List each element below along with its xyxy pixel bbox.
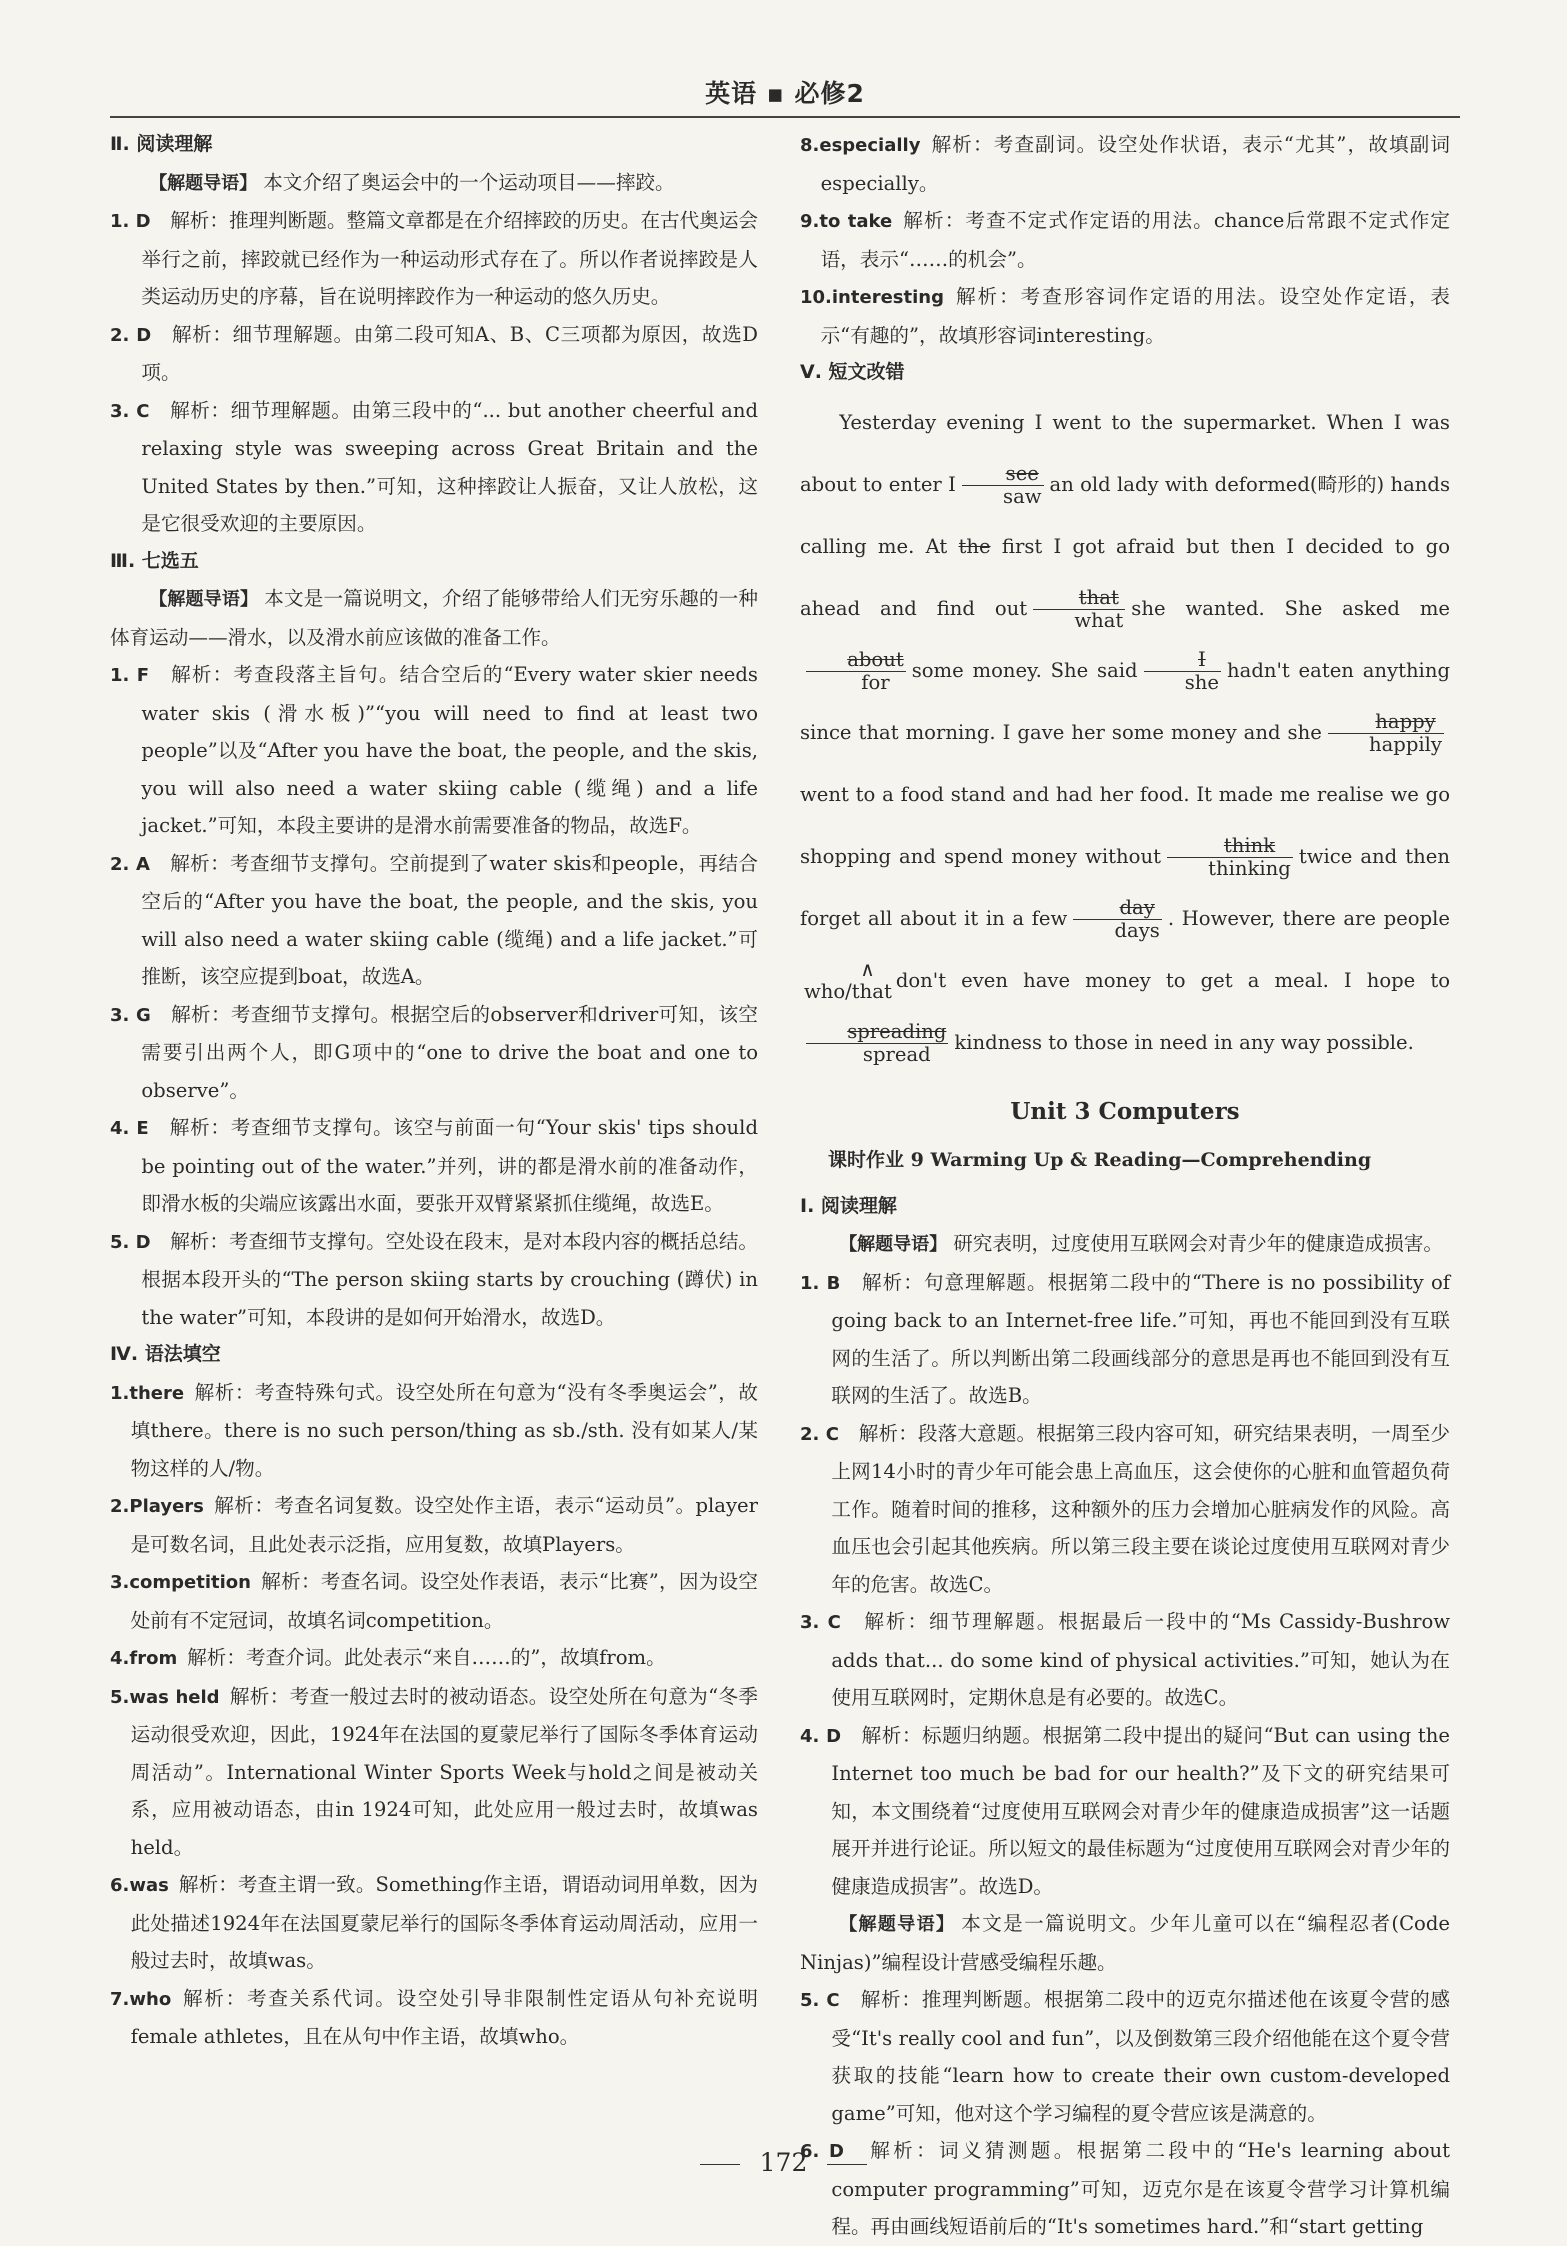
original-word: that bbox=[1033, 587, 1125, 610]
guide-text: 本文是一篇说明文。少年儿童可以在“编程忍者(Code Ninjas)”编程设计营感受编程乐趣。 bbox=[800, 1912, 1450, 1974]
passage-text: Yesterday evening I went to the supermarket. When I was about to enter I bbox=[800, 410, 1450, 496]
answer-item bbox=[110, 1639, 758, 1678]
answer-number: 9. bbox=[800, 211, 820, 232]
answer-number: 3. bbox=[110, 1572, 130, 1593]
insertion-mark bbox=[804, 959, 892, 1003]
answer-explanation: 解析：考查细节支撑句。空处设在段末，是对本段内容的概括总结。根据本段开头的“The person skiing starts by crouching (蹲伏) in the water”可知，本段讲的是如何开始滑水，故选D。 bbox=[141, 1229, 759, 1329]
answer-keyword: who bbox=[129, 1988, 172, 2010]
original-word: think bbox=[1167, 835, 1293, 858]
answer-number: 7. bbox=[110, 1988, 130, 2010]
answer-item bbox=[110, 1866, 758, 1980]
error-correction-passage bbox=[800, 392, 1450, 1074]
section-reading-title-2: Ⅰ. 阅读理解 bbox=[800, 1194, 897, 1217]
answer-number: 4. D bbox=[800, 1725, 842, 1747]
corrected-word: happily bbox=[1369, 732, 1442, 756]
answer-item bbox=[110, 656, 758, 845]
page-header bbox=[110, 74, 1460, 122]
guide-text: 本文介绍了奥运会中的一个运动项目——摔跤。 bbox=[263, 170, 675, 194]
answer-number: 5. bbox=[110, 1686, 130, 1708]
correction-mark bbox=[1073, 897, 1162, 942]
answer-item bbox=[110, 392, 758, 543]
corrected-word: thinking bbox=[1208, 856, 1291, 880]
answer-keyword: was held bbox=[129, 1686, 220, 1708]
guide-paragraph bbox=[800, 1225, 1450, 1264]
answer-item bbox=[800, 1603, 1450, 1717]
guide-paragraph bbox=[110, 580, 758, 656]
answer-item bbox=[110, 845, 758, 996]
section-seven-choose-five-title: Ⅲ. 七选五 bbox=[110, 549, 199, 572]
answer-keyword: from bbox=[129, 1648, 178, 1669]
answer-number: 6. D bbox=[800, 2141, 844, 2162]
page-footer bbox=[0, 2148, 1567, 2177]
lesson-title: 课时作业 9 Warming Up & Reading—Comprehending bbox=[828, 1148, 1372, 1171]
footer-dash bbox=[700, 2164, 740, 2165]
answer-explanation: 解析：考查介词。此处表示“来自……的”，故填from。 bbox=[187, 1646, 666, 1669]
answer-number: 10. bbox=[800, 287, 832, 308]
passage-text: don't even have money to get a meal. I hope to bbox=[895, 968, 1450, 992]
answer-keyword: competition bbox=[129, 1572, 251, 1593]
passage-text: some money. She said bbox=[911, 658, 1138, 682]
answer-explanation: 解析：考查一般过去时的被动语态。设空处所在句意为“冬季运动很受欢迎，因此，1924年在法国的夏蒙尼举行了国际冬季体育运动周活动”。International Winter Sports Week与hold之间是被动关系，应用被动语态，由in 1924可知，此处应用一般过去时，故填was held。 bbox=[130, 1684, 758, 1859]
answer-explanation: 解析：考查细节支撑句。根据空后的observer和driver可知，该空需要引出两个人，即G项中的“one to drive the boat and one to observe”。 bbox=[141, 1002, 758, 1102]
unit-title: Unit 3 Computers bbox=[1010, 1097, 1240, 1125]
correction-mark bbox=[962, 463, 1044, 508]
header-title: 英语 ▪ 必修2 bbox=[705, 79, 865, 108]
guide-label: 【解题导语】 bbox=[149, 172, 258, 194]
answer-keyword: to take bbox=[819, 211, 893, 232]
answer-explanation: 解析：考查关系代词。设空处引导非限制性定语从句补充说明female athletes，且在从句中作主语，故填who。 bbox=[130, 1986, 758, 2048]
passage-text: went to a food stand and had her food. It made me realise we go shopping and spend money without bbox=[800, 782, 1450, 868]
answer-number: 1. B bbox=[800, 1272, 841, 1294]
correction-mark bbox=[806, 1021, 948, 1066]
guide-label: 【解题导语】 bbox=[839, 1914, 956, 1935]
original-word: about bbox=[806, 649, 906, 672]
passage-text: an old lady with deformed(畸形的) hands calling me. At bbox=[800, 472, 1450, 558]
answer-explanation: 解析：词义猜测题。根据第二段中的“He's learning about computer programming”可知，迈克尔是在该夏令营学习计算机编程。再由画线短语前后的“It's sometimes hard.”和“start getting bbox=[831, 2139, 1451, 2238]
answer-number: 1. F bbox=[110, 665, 150, 686]
answer-item bbox=[800, 1717, 1450, 1906]
answer-explanation: 解析：考查段落主旨句。结合空后的“Every water skier needs water skis (滑水板)”“you will need to find at least two people”以及“After you have the boat, the people, and the skis, you will also need a water skiing cable (缆绳) and a life jacket.”可知，本段主要讲的是滑水前需要准备的物品，故选F。 bbox=[141, 663, 758, 837]
answer-item bbox=[110, 1223, 758, 1337]
original-word: day bbox=[1073, 897, 1162, 920]
answer-item bbox=[110, 1374, 758, 1488]
guide-paragraph bbox=[110, 164, 758, 203]
answer-explanation: 解析：考查特殊句式。设空处所在句意为“没有冬季奥运会”，故填there。there is no such person/thing as sb./sth. 没有如某人/某物这样的人/物。 bbox=[130, 1380, 758, 1480]
section-grammar-fill-title: Ⅳ. 语法填空 bbox=[110, 1343, 221, 1365]
answer-item bbox=[800, 126, 1450, 202]
answer-item bbox=[110, 1109, 758, 1223]
correction-mark bbox=[1033, 587, 1125, 632]
answer-item bbox=[110, 1980, 758, 2056]
section-error-correction-title: Ⅴ. 短文改错 bbox=[800, 361, 905, 383]
caret-icon: ∧ bbox=[860, 958, 875, 981]
correction-mark bbox=[806, 649, 906, 694]
answer-keyword: especially bbox=[819, 135, 921, 156]
correction-mark bbox=[1328, 711, 1444, 756]
original-word: spreading bbox=[806, 1021, 948, 1044]
answer-explanation: 解析：考查主谓一致。Something作主语，谓语动词用单数，因为此处描述1924年在法国夏蒙尼举行的国际冬季体育运动周活动，应用一般过去时，故填was。 bbox=[130, 1873, 758, 1972]
corrected-word: days bbox=[1114, 918, 1160, 942]
answer-explanation: 解析：推理判断题。根据第二段中的迈克尔描述他在该夏令营的感受“It's really cool and fun”，以及倒数第三段介绍他能在这个夏令营获取的技能“learn how to create their own custom-developed game”可知，他对这个学习编程的夏令营应该是满意的。 bbox=[831, 1988, 1451, 2125]
corrected-word: for bbox=[861, 670, 890, 694]
answer-number: 2. C bbox=[800, 1423, 839, 1445]
section-reading-title: Ⅱ. 阅读理解 bbox=[110, 133, 213, 155]
answer-number: 3. C bbox=[800, 1612, 841, 1633]
answer-explanation: 解析：考查形容词作定语的用法。设空处作定语，表示“有趣的”，故填形容词interesting。 bbox=[820, 285, 1450, 347]
answer-explanation: 解析：考查名词复数。设空处作主语，表示“运动员”。player是可数名词，且此处表示泛指，应用复数，故填Players。 bbox=[130, 1494, 758, 1556]
answer-item bbox=[800, 202, 1450, 278]
passage-text: hadn't eaten anything since that morning. I gave her some money and she bbox=[800, 658, 1450, 744]
answer-item bbox=[110, 1563, 758, 1639]
answer-number: 4. E bbox=[110, 1118, 149, 1139]
answer-number: 2. D bbox=[110, 324, 152, 346]
answer-number: 1. bbox=[110, 1382, 130, 1404]
passage-text: first I got afraid but then I decided to go ahead and find out bbox=[800, 534, 1451, 620]
corrected-word: she bbox=[1184, 670, 1220, 694]
answer-number: 6. bbox=[110, 1875, 130, 1896]
answer-explanation: 解析：考查名词。设空处作表语，表示“比赛”，因为设空处前有不定冠词，故填名词competition。 bbox=[130, 1570, 758, 1632]
passage-text: twice and then forget all about it in a few bbox=[800, 844, 1450, 930]
answer-item bbox=[110, 202, 758, 316]
deleted-word: the bbox=[958, 534, 991, 558]
answer-item bbox=[800, 1264, 1450, 1415]
answer-explanation: 解析：段落大意题。根据第三段内容可知，研究结果表明，一周至少上网14小时的青少年可能会患上高血压，这会使你的心脏和血管超负荷工作。随着时间的推移，这种额外的压力会增加心脏病发作的风险。高血压也会引起其他疾病。所以第三段主要在谈论过度使用互联网对青少年的危害。故选C。 bbox=[831, 1421, 1451, 1596]
answer-keyword: there bbox=[129, 1382, 185, 1404]
answer-explanation: 解析：考查细节支撑句。该空与前面一句“Your skis' tips should be pointing out of the water.”并列，讲的都是滑水前的准备动作，即滑水板的尖端应该露出水面，要张开双臂紧紧抓住缆绳，故选E。 bbox=[141, 1116, 758, 1215]
header-rule bbox=[110, 116, 1460, 118]
correction-mark bbox=[1144, 649, 1221, 694]
corrected-word: spread bbox=[862, 1042, 931, 1066]
left-column bbox=[110, 126, 758, 2056]
answer-item bbox=[800, 1415, 1450, 1604]
answer-number: 5. D bbox=[110, 1231, 151, 1253]
answer-item bbox=[800, 1981, 1450, 2132]
answer-number: 2. bbox=[110, 1496, 130, 1517]
answer-keyword: was bbox=[129, 1875, 169, 1896]
answer-explanation: 解析：考查副词。设空处作状语，表示“尤其”，故填副词especially。 bbox=[820, 133, 1450, 195]
answer-number: 4. bbox=[110, 1648, 130, 1669]
guide-label: 【解题导语】 bbox=[839, 1234, 948, 1255]
passage-text: kindness to those in need in any way possible. bbox=[954, 1030, 1414, 1054]
guide-text: 本文是一篇说明文，介绍了能够带给人们无穷乐趣的一种体育运动——滑水，以及滑水前应该做的准备工作。 bbox=[110, 587, 759, 649]
answer-keyword: Players bbox=[129, 1496, 204, 1517]
answer-explanation: 解析：细节理解题。由第二段可知A、B、C三项都为原因，故选D项。 bbox=[141, 322, 759, 384]
original-word: see bbox=[962, 463, 1044, 486]
answer-item bbox=[110, 1487, 758, 1563]
answer-item bbox=[110, 316, 758, 392]
inserted-word: who/that bbox=[804, 980, 892, 1003]
corrected-word: saw bbox=[1003, 484, 1042, 508]
footer-dash bbox=[827, 2164, 867, 2165]
answer-number: 8. bbox=[800, 135, 820, 156]
answer-explanation: 解析：标题归纳题。根据第二段中提出的疑问“But can using the Internet too much be bad for our health?”及下文的研究结果可知，本文围绕着“过度使用互联网会对青少年的健康造成损害”这一话题展开并进行论证。所以短文的最佳标题为“过度使用互联网会对青少年的健康造成损害”。故选D。 bbox=[831, 1723, 1451, 1898]
answer-explanation: 解析：考查不定式作定语的用法。chance后常跟不定式作定语，表示“……的机会”。 bbox=[820, 209, 1450, 271]
correction-mark bbox=[1167, 835, 1293, 880]
guide-label: 【解题导语】 bbox=[149, 589, 259, 610]
answer-explanation: 解析：句意理解题。根据第二段中的“There is no possibility of going back to an Internet-free life.”可知，再也不能回到没有互联网的生活了。所以判断出第二段画线部分的意思是再也不能回到没有互联网的生活了。故选B。 bbox=[831, 1270, 1450, 1407]
answer-keyword: interesting bbox=[831, 287, 944, 308]
answer-explanation: 解析：细节理解题。由第三段中的“... but another cheerful and relaxing style was sweeping across Great Britain and the United States by then.”可知，这种摔跤让人振奋，又让人放松，这是它很受欢迎的主要原因。 bbox=[141, 398, 758, 535]
original-word: happy bbox=[1328, 711, 1444, 734]
answer-item bbox=[110, 1678, 758, 1867]
passage-text: . However, there are people bbox=[1167, 906, 1450, 930]
corrected-word: what bbox=[1074, 608, 1124, 632]
answer-number: 3. G bbox=[110, 1004, 151, 1026]
passage-text: she wanted. She asked me bbox=[1131, 596, 1450, 620]
right-column bbox=[800, 126, 1450, 2246]
answer-item bbox=[110, 996, 758, 1110]
answer-item bbox=[800, 278, 1450, 354]
answer-explanation: 解析：细节理解题。根据最后一段中的“Ms Cassidy-Bushrow adds that... do some kind of physical activities.”可知，她认为在使用互联网时，定期休息是有必要的。故选C。 bbox=[831, 1610, 1451, 1709]
answer-number: 2. A bbox=[110, 853, 150, 875]
original-word: I bbox=[1144, 649, 1221, 672]
answer-explanation: 解析：推理判断题。整篇文章都是在介绍摔跤的历史。在古代奥运会举行之前，摔跤就已经作为一种运动形式存在了。所以作者说摔跤是人类运动历史的序幕，旨在说明摔跤作为一种运动的悠久历史。 bbox=[141, 209, 759, 308]
guide-text: 研究表明，过度使用互联网会对青少年的健康造成损害。 bbox=[953, 1232, 1444, 1255]
answer-explanation: 解析：考查细节支撑句。空前提到了water skis和people，再结合空后的“After you have the boat, the people, and the skis, you will also need a water skiing cable (缆绳) and a life jacket.”可推断，该空应提到boat，故选A。 bbox=[141, 851, 759, 988]
answer-number: 5. C bbox=[800, 1990, 840, 2011]
guide-paragraph bbox=[800, 1905, 1450, 1981]
page-number: 172 bbox=[759, 2148, 808, 2177]
answer-number: 1. D bbox=[110, 211, 151, 232]
answer-number: 3. C bbox=[110, 400, 150, 422]
